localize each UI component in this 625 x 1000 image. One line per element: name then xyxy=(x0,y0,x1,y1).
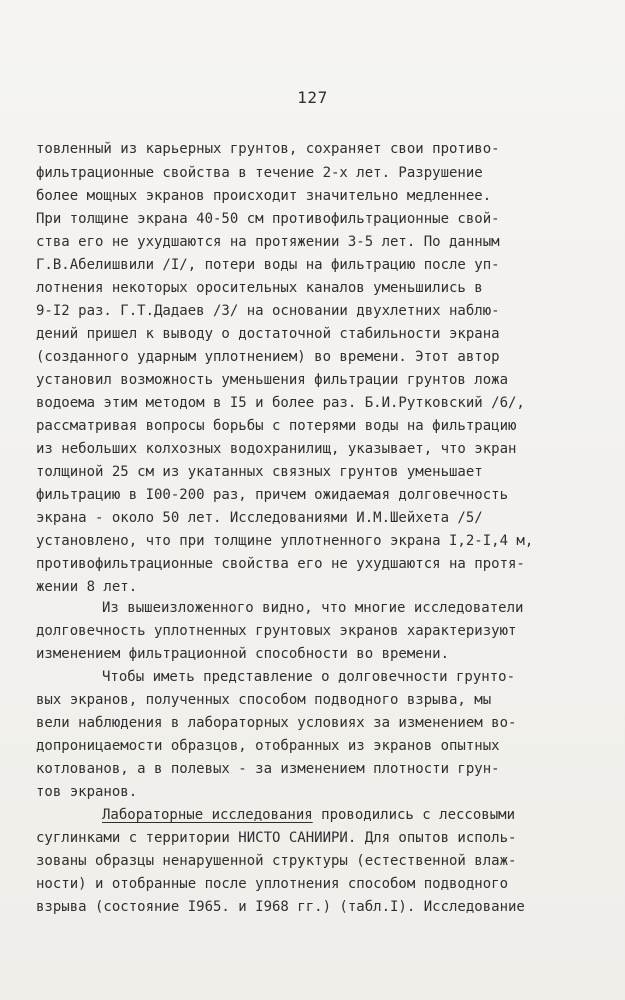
text-line: тов экранов. xyxy=(36,784,138,800)
heading-continuation: проводились с лессовыми xyxy=(312,807,516,823)
text-line-with-heading xyxy=(102,806,515,824)
text-line: взрыва (состояние I965. и I968 гг.) (табл.I). Исследование xyxy=(36,899,525,915)
text-line: более мощных экранов происходит значительно медленнее. xyxy=(36,188,492,204)
text-line: При толщине экрана 40-50 см противофильтрационные свой- xyxy=(36,211,500,227)
text-line: установил возможность уменьшения фильтрации грунтов ложа xyxy=(36,372,509,388)
text-line: дений пришел к выводу о достаточной стабильности экрана xyxy=(36,326,500,342)
text-line: Г.В.Абелишвили /I/, потери воды на фильтрацию после уп- xyxy=(36,257,500,273)
page-number: 127 xyxy=(297,88,328,107)
text-line: товленный из карьерных грунтов, сохраняет свои противо- xyxy=(36,141,500,157)
text-line: Чтобы иметь представление о долговечности грунто- xyxy=(102,669,516,685)
text-line: суглинками с территории НИСТО САНИИРИ. Для опытов исполь- xyxy=(36,830,517,846)
text-line: толщиной 25 см из укатанных связных грунтов уменьшает xyxy=(36,464,483,480)
text-line: зованы образцы ненарушенной структуры (естественной влаж- xyxy=(36,853,517,869)
text-line: рассматривая вопросы борьбы с потерями воды на фильтрацию xyxy=(36,418,517,434)
text-line: Из вышеизложенного видно, что многие исследователи xyxy=(102,600,524,616)
text-line: фильтрационные свойства в течение 2-х лет. Разрушение xyxy=(36,165,483,181)
text-line: изменением фильтрационной способности во времени. xyxy=(36,646,450,662)
text-line: долговечность уплотненных грунтовых экранов характеризуют xyxy=(36,623,517,639)
text-line: противофильтрационные свойства его не ухудшаются на протя- xyxy=(36,556,525,572)
text-line: 9-I2 раз. Г.Т.Дадаев /3/ на основании двухлетних наблю- xyxy=(36,303,500,319)
section-heading-underlined: Лабораторные исследования xyxy=(102,807,313,823)
text-line: ности) и отобранные после уплотнения способом подводного xyxy=(36,876,509,892)
text-line: лотнения некоторых оросительных каналов уменьшились в xyxy=(36,280,483,296)
text-line: ства его не ухудшаются на протяжении 3-5 лет. По данным xyxy=(36,234,500,250)
text-line: водоема этим методом в I5 и более раз. Б.И.Рутковский /6/, xyxy=(36,395,525,411)
text-line: вели наблюдения в лабораторных условиях за изменением во- xyxy=(36,715,517,731)
text-line: экрана - около 50 лет. Исследованиями И.М.Шейхета /5/ xyxy=(36,510,483,526)
text-line: вых экранов, полученных способом подводного взрыва, мы xyxy=(36,692,492,708)
text-line: установлено, что при толщине уплотненного экрана I,2-I,4 м, xyxy=(36,533,534,549)
text-line: жении 8 лет. xyxy=(36,579,138,595)
text-line: фильтрацию в I00-200 раз, причем ожидаемая долговечность xyxy=(36,487,509,503)
text-line: из небольших колхозных водохранилищ, указывает, что экран xyxy=(36,441,517,457)
text-line: котлованов, а в полевых - за изменением плотности грун- xyxy=(36,761,500,777)
text-line: допроницаемости образцов, отобранных из экранов опытных xyxy=(36,738,500,754)
text-line: (созданного ударным уплотнением) во времени. Этот автор xyxy=(36,349,500,365)
